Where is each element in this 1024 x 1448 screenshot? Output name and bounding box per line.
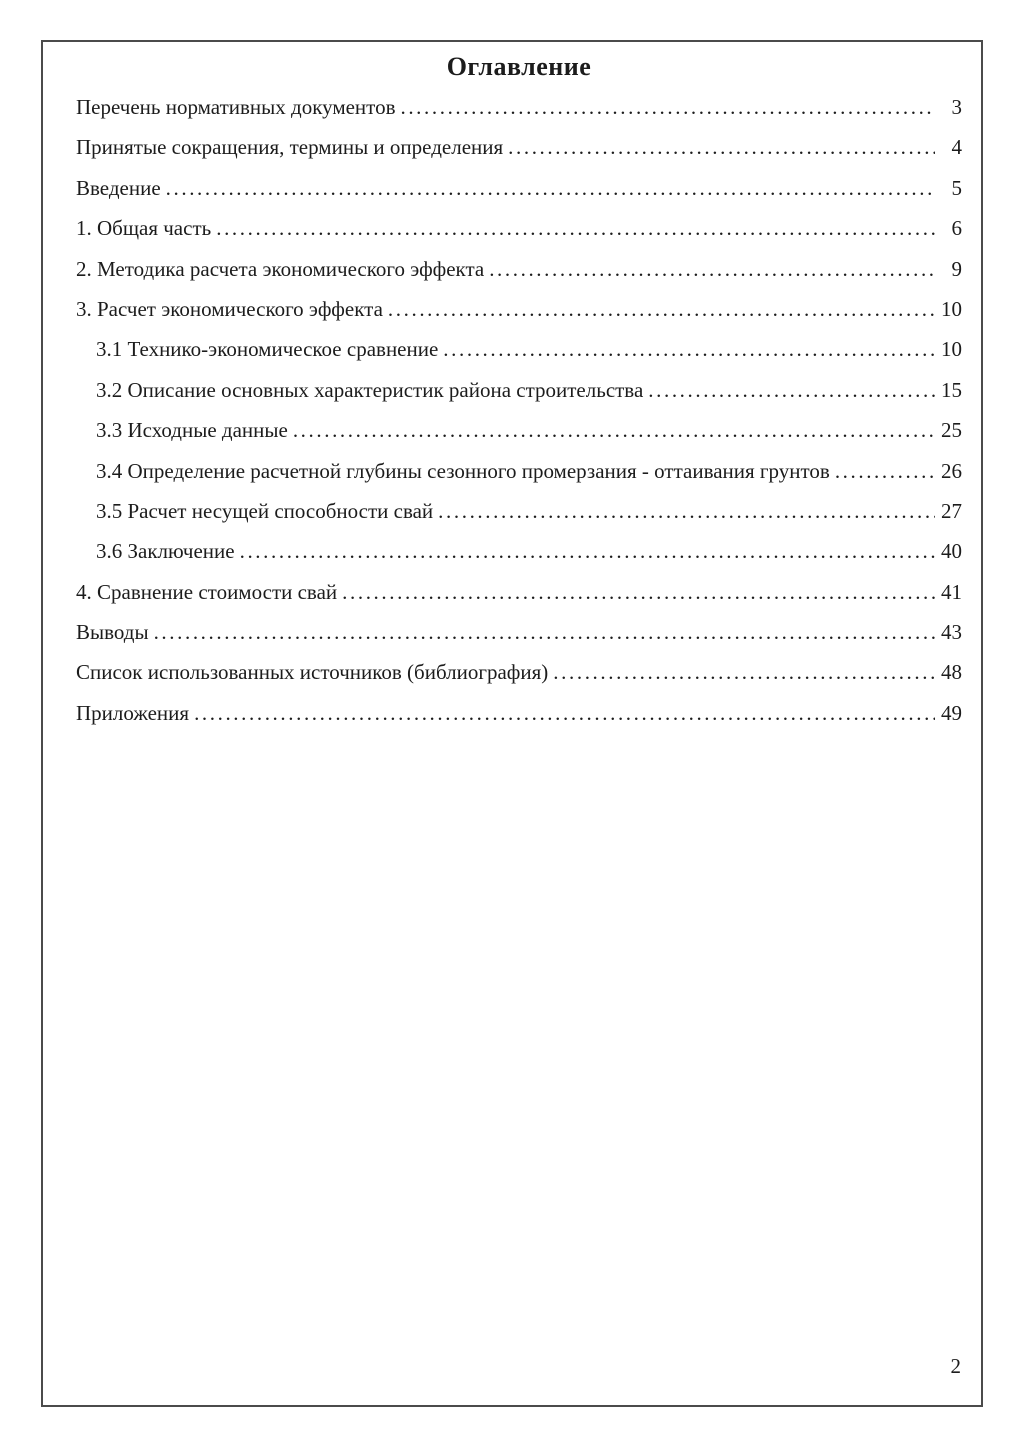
toc-entry-page: 10 <box>941 296 962 321</box>
toc-entry-page: 4 <box>951 135 962 160</box>
toc-dot-leader <box>154 612 935 652</box>
toc-dot-leader <box>166 168 935 208</box>
toc-entry <box>76 329 962 369</box>
toc-entry-page: 25 <box>941 418 962 443</box>
toc-dot-leader <box>400 87 935 127</box>
page-number: 2 <box>950 1354 961 1378</box>
toc-entry-label: Перечень нормативных документов <box>76 95 396 119</box>
toc-entry-page: 43 <box>941 620 962 645</box>
toc-entry <box>76 652 962 692</box>
toc-entry-page: 26 <box>941 458 962 483</box>
toc-entry <box>76 410 962 450</box>
toc-entry-label: 1. Общая часть <box>76 216 212 241</box>
toc-entry-page: 15 <box>941 377 962 402</box>
toc-entry-page: 9 <box>951 256 962 281</box>
toc-entry <box>76 572 962 612</box>
toc-list <box>76 87 962 733</box>
toc-entry-label: 3. Расчет экономического эффекта <box>76 296 383 321</box>
toc-entry-label: 3.6 Заключение <box>96 539 235 564</box>
toc-entry-page: 6 <box>951 216 962 241</box>
toc-entry <box>76 168 962 208</box>
toc-dot-leader <box>240 531 935 571</box>
toc-dot-leader <box>489 249 935 289</box>
toc-dot-leader <box>388 289 935 329</box>
toc-entry-label: 3.5 Расчет несущей способности свай <box>96 498 434 523</box>
toc-entry-label: 3.2 Описание основных характеристик района строительства <box>96 377 644 402</box>
toc-entry-page: 41 <box>941 579 962 604</box>
toc-entry-page: 49 <box>941 700 962 725</box>
toc-title: Оглавление <box>446 52 592 81</box>
toc-entry <box>76 693 962 733</box>
toc-content <box>43 42 981 733</box>
toc-dot-leader <box>835 451 935 491</box>
toc-entry-label: 3.4 Определение расчетной глубины сезонного промерзания - оттаивания грунтов <box>96 458 830 483</box>
toc-entry <box>76 87 962 127</box>
toc-entry-label: 3.3 Исходные данные <box>96 418 288 443</box>
toc-dot-leader <box>508 127 935 167</box>
toc-entry-page: 10 <box>941 337 962 362</box>
toc-dot-leader <box>438 491 935 531</box>
toc-entry <box>76 249 962 289</box>
toc-entry-page: 48 <box>941 660 962 685</box>
toc-entry-label: 2. Методика расчета экономического эффекта <box>76 256 485 281</box>
toc-entry-label: Выводы <box>76 620 149 645</box>
toc-entry <box>76 370 962 410</box>
toc-entry <box>76 127 962 167</box>
toc-entry <box>76 289 962 329</box>
toc-dot-leader <box>194 693 935 733</box>
toc-entry <box>76 451 962 491</box>
toc-entry-label: 4. Сравнение стоимости свай <box>76 579 338 604</box>
toc-entry-label: Приложения <box>76 700 190 725</box>
toc-entry-label: Введение <box>76 175 161 200</box>
toc-dot-leader <box>443 329 935 369</box>
toc-entry-label: Принятые сокращения, термины и определения <box>76 135 504 160</box>
toc-dot-leader <box>293 410 935 450</box>
page-border <box>41 40 983 1407</box>
toc-entry-page: 27 <box>941 498 962 523</box>
toc-dot-leader <box>342 572 935 612</box>
toc-entry <box>76 491 962 531</box>
toc-entry-page: 40 <box>941 539 962 564</box>
toc-entry-page: 5 <box>951 175 962 200</box>
toc-entry <box>76 531 962 571</box>
toc-entry-page: 3 <box>951 95 962 119</box>
toc-entry <box>76 208 962 248</box>
toc-dot-leader <box>648 370 935 410</box>
toc-dot-leader <box>216 208 935 248</box>
toc-dot-leader <box>553 652 935 692</box>
toc-entry-label: 3.1 Технико-экономическое сравнение <box>96 337 439 362</box>
toc-entry-label: Список использованных источников (библиография) <box>76 660 549 685</box>
toc-entry <box>76 612 962 652</box>
